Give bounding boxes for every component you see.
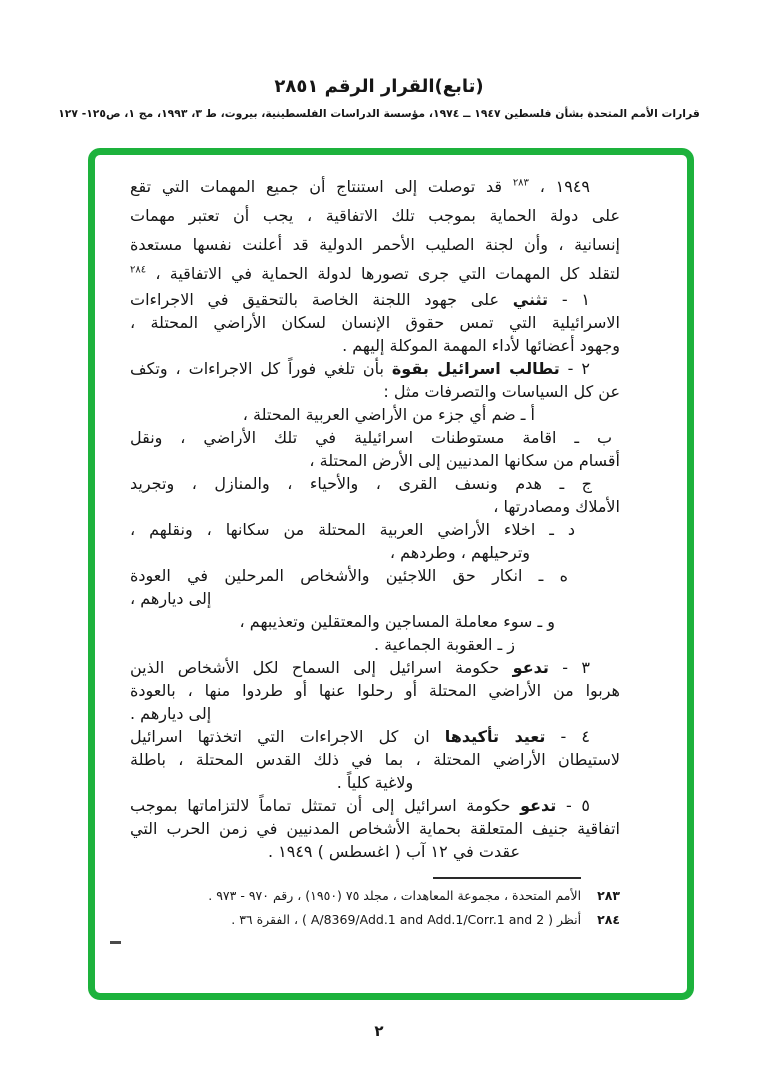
resolution-body <box>130 172 620 863</box>
footnote-item <box>138 884 620 908</box>
footnote-separator <box>433 877 581 879</box>
text-run: أ ـ ضم أي جزء من الأراضي العربية المحتلة ، <box>242 405 535 424</box>
text-run: هربوا من الأراضي المحتلة أو رحلوا عنها أو طردوا منها ، بالعودة <box>130 681 620 700</box>
body-line <box>130 817 620 840</box>
footnote-ref: ٢٨٤ <box>130 264 147 276</box>
body-line <box>130 259 620 288</box>
body-line <box>130 495 620 518</box>
text-run: ه ـ انكار حق اللاجئين والأشخاص المرحلين في العودة <box>130 566 568 585</box>
body-line <box>130 610 620 633</box>
body-line <box>130 472 620 495</box>
text-run: ب ـ اقامة مستوطنات اسرائيلية في تلك الأراضي ، ونقل <box>130 428 612 447</box>
footnote-number: ٢٨٤ <box>597 912 620 927</box>
body-line <box>130 702 620 725</box>
text-run: حكومة اسرائيل إلى أن تمتثل تماماً لالتزاماتها بموجب <box>130 796 521 815</box>
text-run: عقدت في ١٢ آب ( اغسطس ) ١٩٤٩ . <box>267 842 520 861</box>
body-line <box>130 334 620 357</box>
source-citation-line: قرارات الأمم المتحدة بشأن فلسطين ١٩٤٧ ــ ١٩٧٤، مؤسسة الدراسات الفلسطينية، بيروت، ط ٣، ١٩٩٣، مج ١، ص١٢٥- ١٢٧ <box>58 107 700 120</box>
text-run: وترحيلهم ، وطردهم ، <box>389 543 530 562</box>
body-line <box>130 380 620 403</box>
text-run: على دولة الحماية بموجب تلك الاتفاقية ، يجب أن تعتبر مهمات <box>130 206 620 225</box>
text-run: ٢ - <box>559 359 590 378</box>
text-run: اتفاقية جنيف المتعلقة بحماية الأشخاص المدنيين في زمن الحرب التي <box>130 819 620 838</box>
body-line <box>130 357 620 380</box>
body-line <box>130 541 620 564</box>
footnote-text: الأمم المتحدة ، مجموعة المعاهدات ، مجلد ٧٥ (١٩٥٠) ، رقم ٩٧٠ - ٩٧٣ . <box>208 888 582 903</box>
footnote-number: ٢٨٣ <box>597 888 620 903</box>
page-number: ٢ <box>374 1022 384 1040</box>
body-line <box>130 771 620 794</box>
text-run: تطالب اسرائيل بقوة <box>391 359 560 378</box>
text-run: ٥ - <box>556 796 590 815</box>
body-line <box>130 172 620 201</box>
text-run: ان كل الاجراءات التي اتخذتها اسرائيل <box>130 727 445 746</box>
body-line <box>130 449 620 472</box>
text-run: وجهود أعضائها لأداء المهمة الموكلة إليهم . <box>342 336 620 355</box>
body-line <box>130 587 620 610</box>
text-run: تعيد تأكيدها <box>444 727 546 746</box>
body-line <box>130 311 620 334</box>
footnotes <box>138 884 620 932</box>
body-line <box>130 748 620 771</box>
text-run: أقسام من سكانها المدنيين إلى الأرض المحتلة ، <box>309 451 620 470</box>
text-run: بأن تلغي فوراً كل الاجراءات ، وتكف <box>130 359 392 378</box>
text-run: ج ـ هدم ونسف القرى ، والأحياء ، والمنازل ، وتجريد <box>130 474 592 493</box>
text-run: ز ـ العقوبة الجماعية . <box>374 635 515 654</box>
body-line <box>130 288 620 311</box>
body-line <box>130 656 620 679</box>
body-line <box>130 794 620 817</box>
text-run: الاسرائيلية التي تمس حقوق الإنسان لسكان الأراضي المحتلة ، <box>130 313 620 332</box>
body-line <box>130 230 620 259</box>
text-run: تدعو <box>512 658 549 677</box>
text-run: ١ - <box>548 290 590 309</box>
footnote-text: أنظر ( A/8369/Add.1 and Add.1/Corr.1 and 2 ) ، الفقرة ٣٦ . <box>231 912 582 927</box>
text-run: تثني <box>512 290 549 309</box>
text-run: إنسانية ، وأن لجنة الصليب الأحمر الدولية قد أعلنت نفسها مستعدة <box>130 235 620 254</box>
text-run: ٤ - <box>545 727 591 746</box>
footnote-item <box>138 908 620 932</box>
body-line <box>130 518 620 541</box>
text-run: إلى ديارهم ، <box>130 589 212 608</box>
stray-mark <box>110 941 121 944</box>
text-run: ٣ - <box>548 658 590 677</box>
body-line <box>130 403 620 426</box>
text-run: ١٩٤٩ ، <box>528 177 591 196</box>
footnote-ref: ٢٨٣ <box>512 177 529 189</box>
text-run: على جهود اللجنة الخاصة بالتحقيق في الاجراءات <box>130 290 513 309</box>
body-line <box>130 201 620 230</box>
text-run: حكومة اسرائيل إلى السماح لكل الأشخاص الذين <box>130 658 513 677</box>
body-line <box>130 679 620 702</box>
text-run: د ـ اخلاء الأراضي العربية المحتلة من سكانها ، ونقلهم ، <box>130 520 575 539</box>
body-line <box>130 725 620 748</box>
text-run: لاستيطان الأراضي المحتلة ، بما في ذلك القدس المحتلة ، باطلة <box>130 750 620 769</box>
text-run: تدعو <box>520 796 557 815</box>
text-run: ولاغية كلياً . <box>336 773 414 792</box>
body-line <box>130 426 620 449</box>
body-line <box>130 564 620 587</box>
text-run: الأملاك ومصادرتها ، <box>493 497 620 516</box>
text-run: لتقلد كل المهمات التي جرى تصورها لدولة الحماية في الاتفاقية ، <box>146 264 620 283</box>
text-run: عن كل السياسات والتصرفات مثل : <box>383 382 620 401</box>
body-line <box>130 633 620 656</box>
text-run: و ـ سوء معاملة المساجين والمعتقلين وتعذيبهم ، <box>239 612 555 631</box>
body-line <box>130 840 620 863</box>
text-run: إلى ديارهم . <box>130 704 212 723</box>
page-title: (تابع)القرار الرقم ٢٨٥١ <box>274 76 484 97</box>
text-run: قد توصلت إلى استنتاج أن جميع المهمات التي تقع <box>130 177 513 196</box>
